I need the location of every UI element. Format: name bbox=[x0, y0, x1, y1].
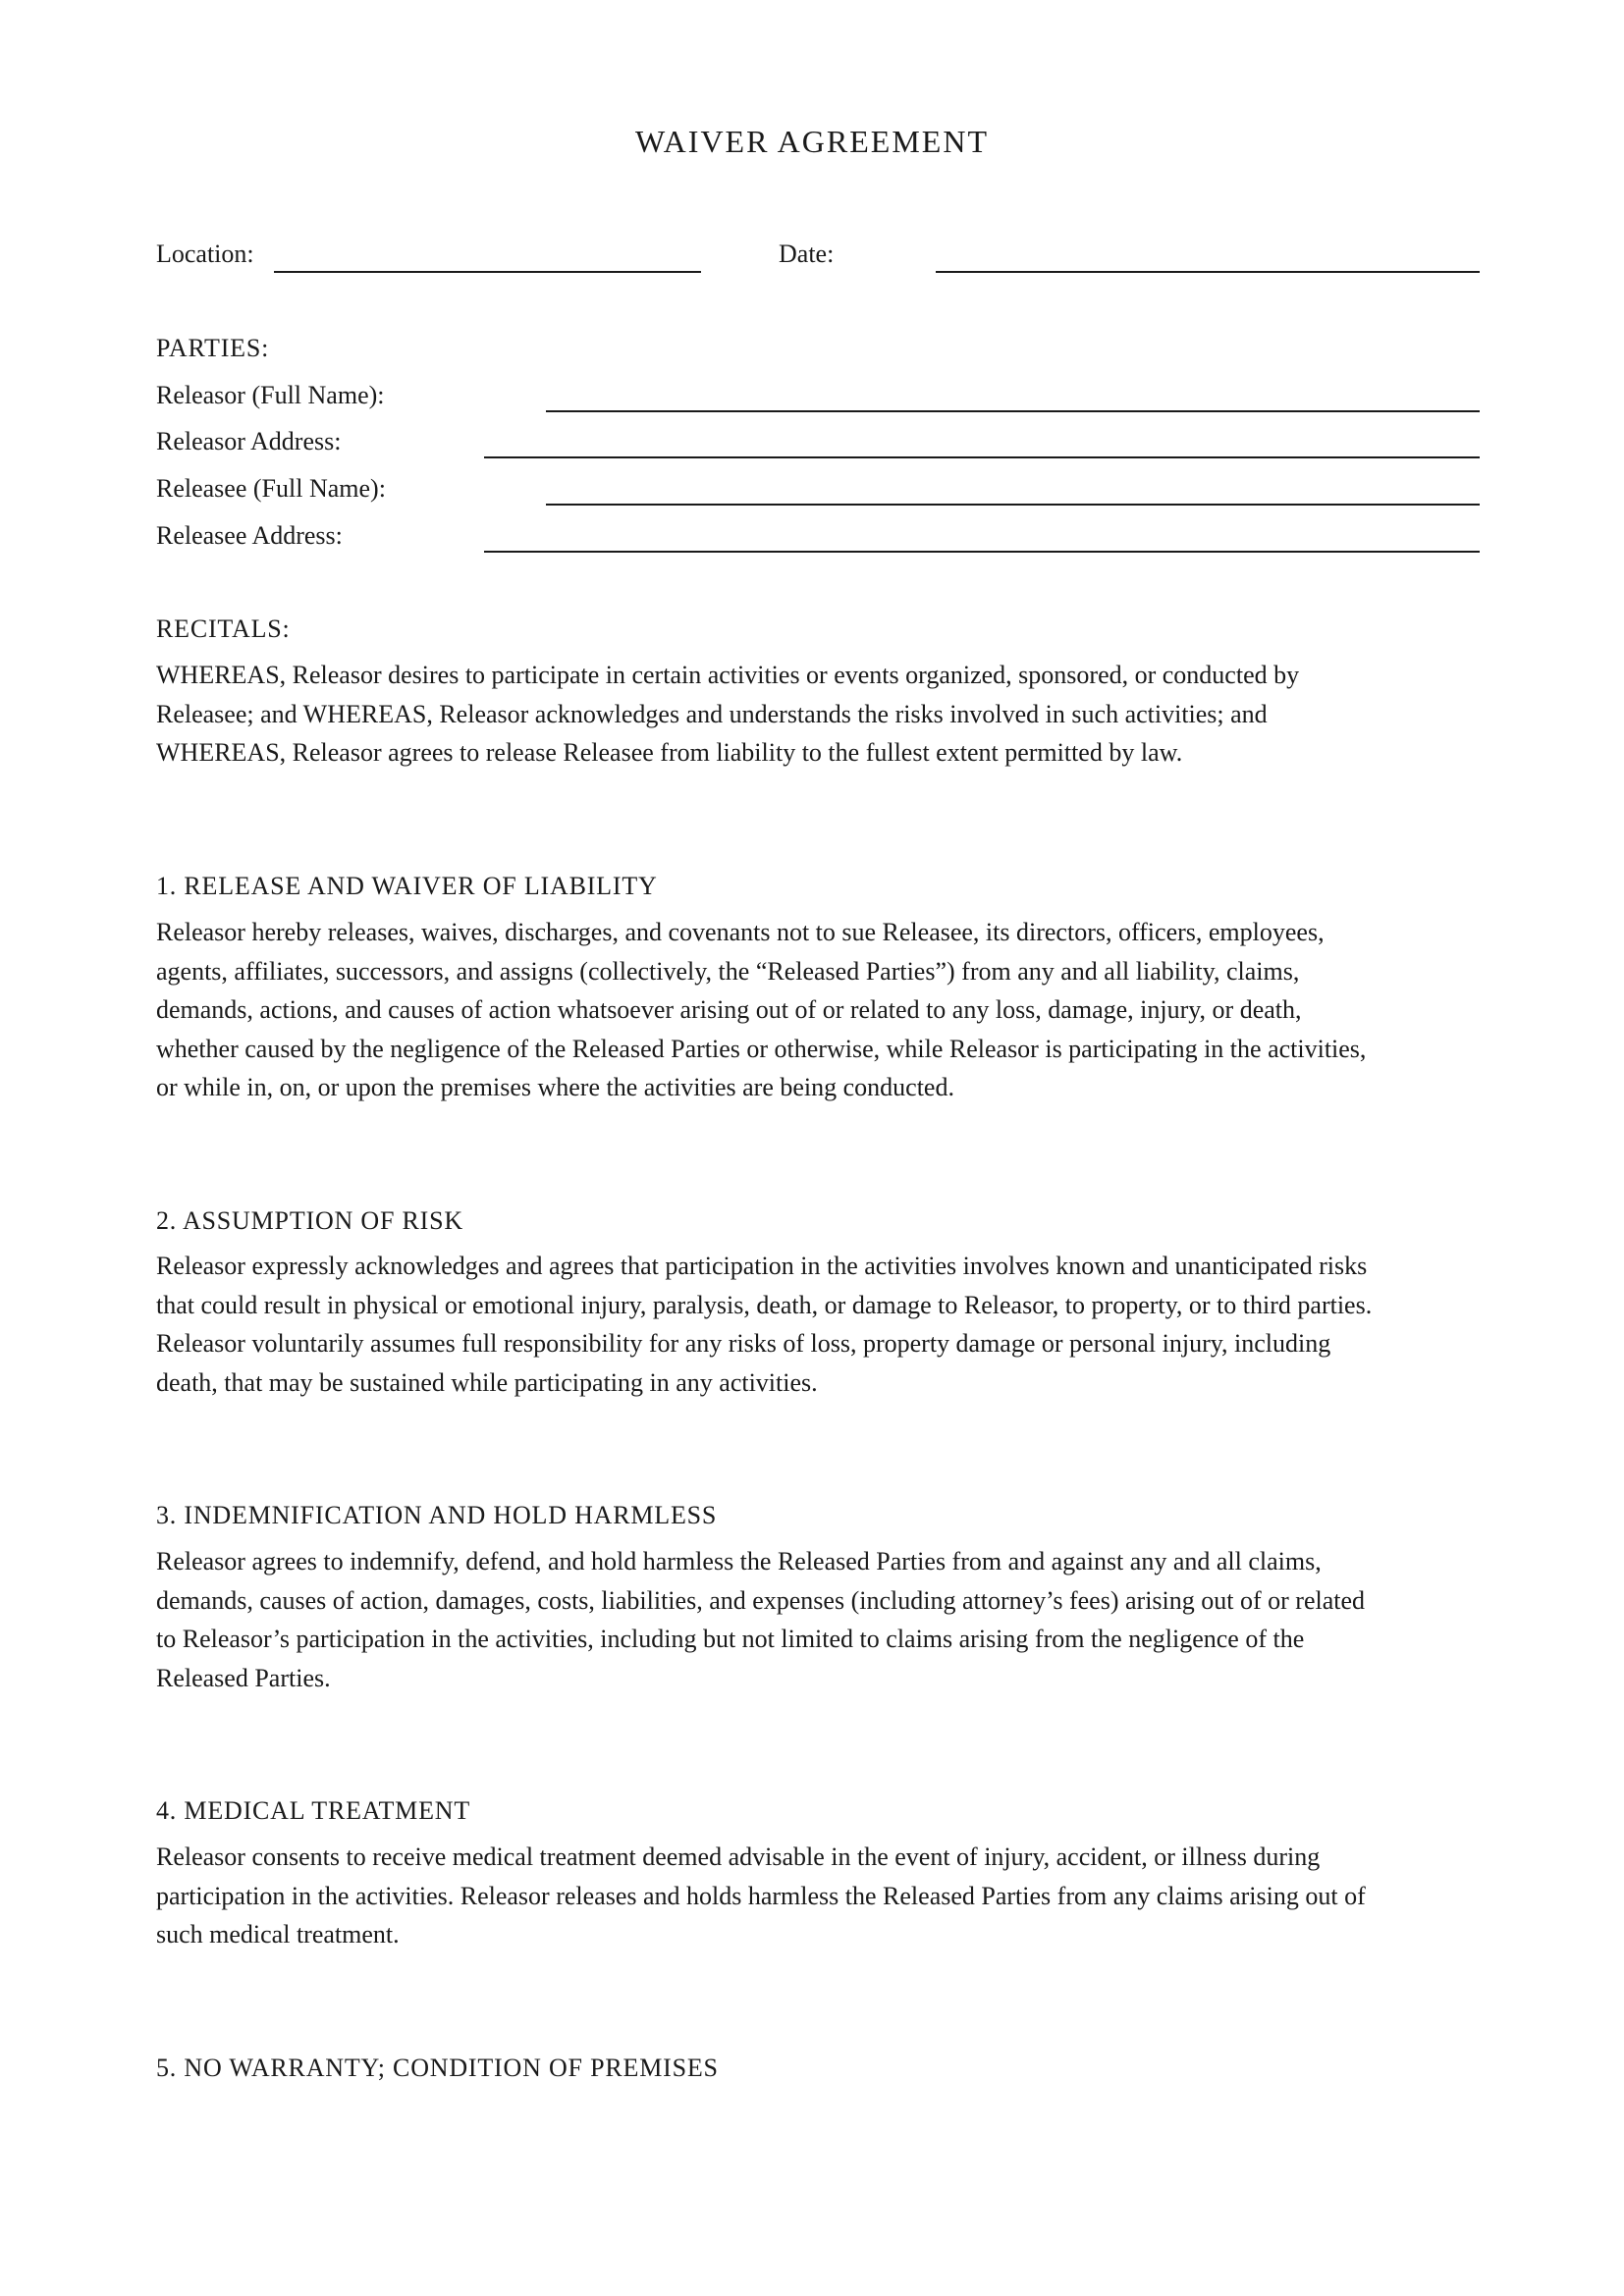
paragraph-line: WHEREAS, Releasor agrees to release Releasee from liability to the fullest extent permitted by law. bbox=[156, 738, 1183, 767]
paragraph-line: or while in, on, or upon the premises where the activities are being conducted. bbox=[156, 1073, 954, 1101]
releasee-address-label: Releasee Address: bbox=[156, 521, 343, 550]
releasor-address-field[interactable] bbox=[484, 456, 1480, 458]
section-1-heading: 1. RELEASE AND WAIVER OF LIABILITY bbox=[156, 872, 658, 900]
section-4-paragraph bbox=[156, 1838, 1477, 1954]
location-label: Location: bbox=[156, 240, 254, 268]
releasee-name-label: Releasee (Full Name): bbox=[156, 474, 386, 503]
paragraph-line: to Releasor’s participation in the activities, including but not limited to claims arising from the negligence of the bbox=[156, 1625, 1305, 1653]
paragraph-line: WHEREAS, Releasor desires to participate in certain activities or events organized, sponsored, or conducted by bbox=[156, 661, 1300, 689]
paragraph-line: Releasor hereby releases, waives, discharges, and covenants not to sue Releasee, its directors, officers, employees, bbox=[156, 918, 1325, 946]
paragraph-line: Releasor agrees to indemnify, defend, and hold harmless the Released Parties from and against any and all claims, bbox=[156, 1547, 1322, 1575]
paragraph-line: such medical treatment. bbox=[156, 1920, 400, 1949]
section-3-heading: 3. INDEMNIFICATION AND HOLD HARMLESS bbox=[156, 1501, 718, 1529]
section-1-paragraph bbox=[156, 913, 1477, 1107]
paragraph-line: demands, causes of action, damages, costs, liabilities, and expenses (including attorney’s fees) arising out of or related bbox=[156, 1585, 1366, 1615]
parties-heading: PARTIES: bbox=[156, 334, 270, 362]
releasor-name-label: Releasor (Full Name): bbox=[156, 381, 385, 409]
section-2-paragraph bbox=[156, 1247, 1477, 1402]
paragraph-line: Releasee; and WHEREAS, Releasor acknowledges and understands the risks involved in such activities; and bbox=[156, 699, 1268, 728]
document-title: WAIVER AGREEMENT bbox=[635, 124, 989, 159]
date-label: Date: bbox=[779, 240, 835, 268]
date-field[interactable] bbox=[936, 271, 1480, 273]
paragraph-line: participation in the activities. Releasor releases and holds harmless the Released Parties from any claims arising out of bbox=[156, 1881, 1366, 1910]
releasor-name-field[interactable] bbox=[546, 410, 1480, 412]
section-3-paragraph bbox=[156, 1542, 1477, 1697]
releasee-address-field[interactable] bbox=[484, 551, 1480, 553]
paragraph-line: death, that may be sustained while participating in any activities. bbox=[156, 1367, 818, 1397]
paragraph-line: Releasor expressly acknowledges and agrees that participation in the activities involves known and unanticipated risks bbox=[156, 1252, 1368, 1280]
section-5-heading: 5. NO WARRANTY; CONDITION OF PREMISES bbox=[156, 2054, 719, 2082]
section-2-heading: 2. ASSUMPTION OF RISK bbox=[156, 1206, 463, 1235]
releasor-address-label: Releasor Address: bbox=[156, 427, 342, 455]
paragraph-line: agents, affiliates, successors, and assigns (collectively, the “Released Parties”) from any and all liability, claims, bbox=[156, 956, 1300, 986]
paragraph-line: whether caused by the negligence of the Released Parties or otherwise, while Releasor is participating in the activities, bbox=[156, 1034, 1367, 1063]
paragraph-line: demands, actions, and causes of action whatsoever arising out of or related to any loss, damage, injury, or death, bbox=[156, 995, 1302, 1024]
recitals-paragraph bbox=[156, 656, 1477, 773]
location-field[interactable] bbox=[274, 271, 701, 273]
paragraph-line: that could result in physical or emotional injury, paralysis, death, or damage to Releasor, to property, or to third parties. bbox=[156, 1290, 1373, 1319]
section-4-heading: 4. MEDICAL TREATMENT bbox=[156, 1796, 471, 1825]
paragraph-line: Releasor voluntarily assumes full responsibility for any risks of loss, property damage or personal injury, including bbox=[156, 1329, 1331, 1358]
recitals-heading: RECITALS: bbox=[156, 614, 291, 643]
paragraph-line: Released Parties. bbox=[156, 1663, 331, 1692]
paragraph-line: Releasor consents to receive medical treatment deemed advisable in the event of injury, accident, or illness during bbox=[156, 1842, 1321, 1871]
releasee-name-field[interactable] bbox=[546, 504, 1480, 506]
